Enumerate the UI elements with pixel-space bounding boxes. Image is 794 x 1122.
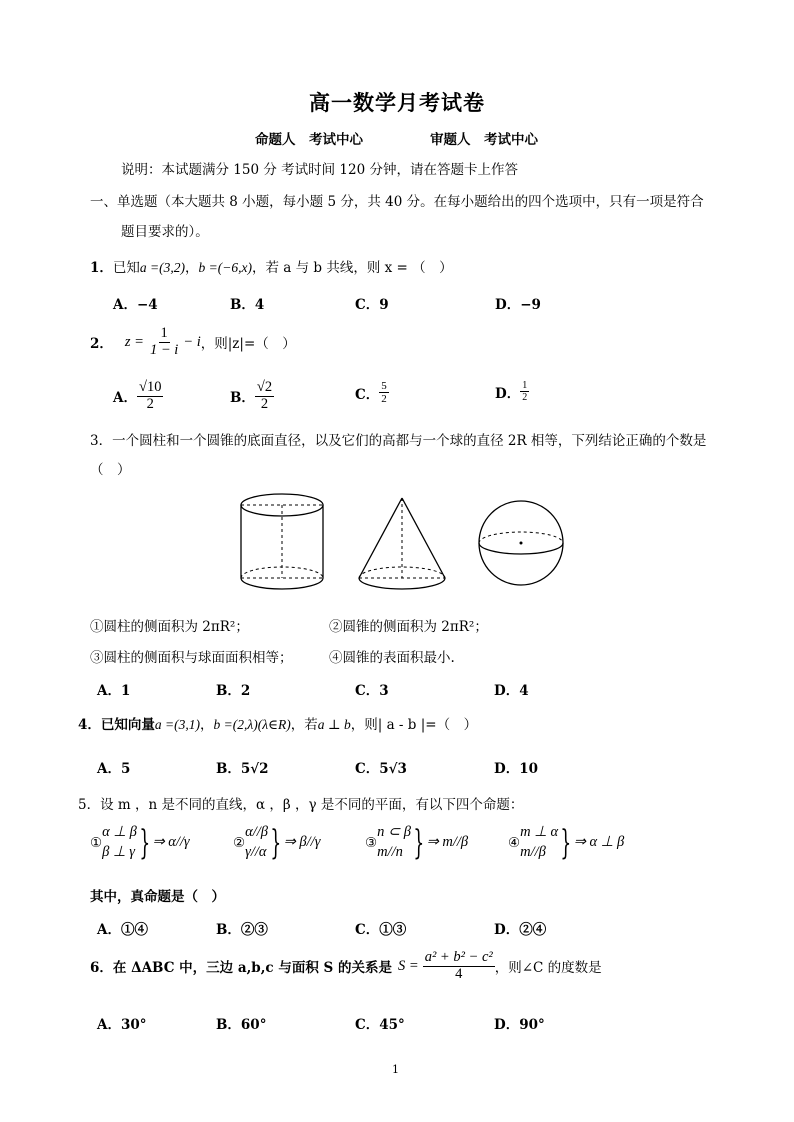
page-title: 高一数学月考试卷 (309, 90, 485, 115)
sphere-figure (476, 498, 566, 588)
fraction-num: √10 (138, 379, 162, 395)
page-number: 1 (392, 1063, 399, 1076)
q5-option-b: B．②③ (216, 922, 268, 938)
setter-line: 命题人 考试中心 (255, 132, 363, 148)
option-fraction (255, 380, 274, 413)
premise-bottom: β ⊥ γ (102, 843, 135, 860)
prop-mark: ③ (365, 834, 378, 851)
prop-premises (377, 823, 411, 862)
brace-glyph: } (270, 822, 282, 863)
prop-mark: ① (90, 834, 103, 851)
q6-option-d: D．90° (494, 1017, 545, 1033)
question-number: 1． (90, 260, 113, 276)
prop-mark: ④ (508, 834, 521, 851)
premise-top: α//β (245, 824, 268, 840)
q1-mid: ，若 a 与 b 共线，则 (251, 260, 381, 276)
q5-proposition-2 (233, 823, 320, 862)
q4-perp: a ⊥ b (317, 717, 351, 732)
cone-figure (352, 494, 452, 599)
q4-option-a: A．5 (97, 761, 131, 777)
q6-s: S = (398, 957, 419, 974)
q2-z: z = (124, 333, 144, 350)
q1-option-d: D．−9 (495, 297, 541, 313)
q3-option-c: C．3 (355, 683, 389, 699)
q5-proposition-1 (90, 823, 190, 862)
q2-option-d (495, 380, 529, 403)
q6-tail: ，则∠C 的度数是 (494, 960, 602, 977)
q5-option-c: C．①③ (355, 922, 407, 938)
q2-fraction-den: 1 − i (149, 341, 179, 358)
fraction-den: 2 (381, 393, 387, 406)
fraction-num: 5 (381, 380, 387, 392)
q2-option-a (113, 380, 163, 413)
fraction-num: a² + b² − c² (424, 949, 493, 965)
q2-tail: ，则|z|=（ ） (200, 336, 296, 353)
fraction-den: 4 (455, 965, 463, 982)
q3-statement-4: ④圆锥的表面积最小. (329, 650, 455, 666)
q6-option-c: C．45° (355, 1017, 405, 1033)
q3-option-b: B．2 (216, 683, 251, 699)
premise-top: m ⊥ α (520, 824, 559, 840)
prop-result: ⇒ α ⊥ β (573, 834, 625, 851)
q2-fraction (148, 326, 180, 359)
question-3-line1: 3．一个圆柱和一个圆锥的底面直径，以及它们的高都与一个球的直径 2R 相等，下列结论正确的个数是 (90, 433, 707, 449)
question-number: 2． (90, 336, 113, 353)
brace-glyph: } (139, 822, 151, 863)
q1-vector-a: a =(3,2) (139, 260, 186, 275)
brace-glyph: } (560, 822, 572, 863)
q5-option-a: A．①④ (97, 922, 148, 938)
prop-mark: ② (233, 834, 246, 851)
option-label: C． (355, 386, 380, 403)
question-3-line2: （ ） (90, 462, 131, 478)
q3-statement-2: ②圆锥的侧面积为 2πR²； (329, 619, 488, 635)
instructions: 说明：本试题满分 150 分 考试时间 120 分钟，请在答题卡上作答 (121, 162, 518, 178)
q4-option-b: B．5√2 (216, 761, 269, 777)
question-2 (90, 326, 296, 359)
q3-statement-1: ①圆柱的侧面积为 2πR²； (90, 619, 249, 635)
q1-option-b: B．4 (230, 297, 265, 313)
q6-fraction (423, 950, 495, 983)
q2-option-b (230, 380, 274, 413)
premise-bottom: γ//α (245, 843, 267, 860)
q6-lead: 6．在 ΔABC 中，三边 a,b,c 与面积 S 的关系是 (90, 960, 393, 977)
q2-fraction-num: 1 (160, 325, 168, 341)
q4-mid: ，若 (290, 717, 318, 733)
option-label: A． (113, 390, 137, 407)
q1-tail: x = （ ） (384, 260, 453, 276)
option-label: B． (230, 390, 255, 407)
premise-top: n ⊂ β (377, 824, 411, 840)
q5-option-d: D．②④ (494, 922, 547, 938)
reviewer-line: 审题人 考试中心 (430, 132, 538, 148)
q1-vector-b: b =(−6,x) (198, 260, 252, 275)
fraction-den: 2 (260, 395, 269, 412)
q5-true-line: 其中，真命题是（ ） (90, 889, 225, 905)
q3-option-a: A．1 (97, 683, 131, 699)
prop-premises (102, 823, 137, 862)
q4-option-d: D．10 (494, 761, 538, 777)
question-4: 4．已知向量a =(3,1)，b =(2,λ)(λ∈R)，若a ⊥ b，则| a - b |=（ ） (78, 717, 478, 733)
fraction-den: 2 (146, 395, 154, 412)
q3-option-d: D．4 (494, 683, 529, 699)
prop-premises (520, 823, 558, 862)
q4-vector-a: a =(3,1) (154, 717, 201, 732)
q4-lead: 4．已知向量 (78, 717, 155, 733)
fraction-den: 2 (522, 392, 528, 403)
q5-proposition-4 (508, 823, 624, 862)
q4-option-c: C．5√3 (355, 761, 407, 777)
q2-minus-i: − i (183, 333, 201, 350)
prop-result: ⇒ α//γ (152, 834, 190, 851)
prop-premises (245, 823, 268, 862)
option-fraction (520, 380, 529, 403)
section-heading-line1: 一、单选题（本大题共 8 小题，每小题 5 分，共 40 分。在每小题给出的四个选项中，只有一项是符合 (90, 194, 704, 210)
q6-option-a: A．30° (97, 1017, 147, 1033)
option-fraction (137, 380, 163, 413)
cylinder-figure (232, 490, 332, 600)
q4-vector-b: b =(2,λ)(λ∈R) (213, 717, 291, 732)
premise-top: α ⊥ β (102, 824, 137, 840)
q1-option-c: C．9 (355, 297, 389, 313)
fraction-num: √2 (256, 379, 273, 395)
question-1: 1．已知a =(3,2)，b =(−6,x)，若 a 与 b 共线，则 x = （ ） (90, 260, 453, 276)
q1-prefix: 已知 (112, 260, 140, 276)
q4-tail: ，则| a - b |=（ ） (350, 717, 478, 733)
q3-statement-3: ③圆柱的侧面积与球面面积相等； (90, 650, 293, 666)
premise-bottom: m//β (520, 843, 546, 860)
q2-option-c (355, 380, 389, 405)
fraction-num: 1 (522, 380, 528, 391)
q1-option-a: A．−4 (113, 297, 158, 313)
prop-result: ⇒ β//γ (283, 834, 321, 851)
premise-bottom: m//n (377, 843, 403, 860)
prop-result: ⇒ m//β (426, 834, 469, 851)
q5-proposition-3 (365, 823, 468, 862)
question-5: 5．设 m ，n 是不同的直线，α ，β ，γ 是不同的平面，有以下四个命题： (78, 797, 524, 813)
option-label: D． (495, 385, 521, 402)
option-fraction (379, 380, 389, 405)
section-heading-line2: 题目要求的）。 (121, 224, 209, 240)
q6-option-b: B．60° (216, 1017, 267, 1033)
brace-glyph: } (413, 822, 425, 863)
question-6 (90, 950, 602, 983)
